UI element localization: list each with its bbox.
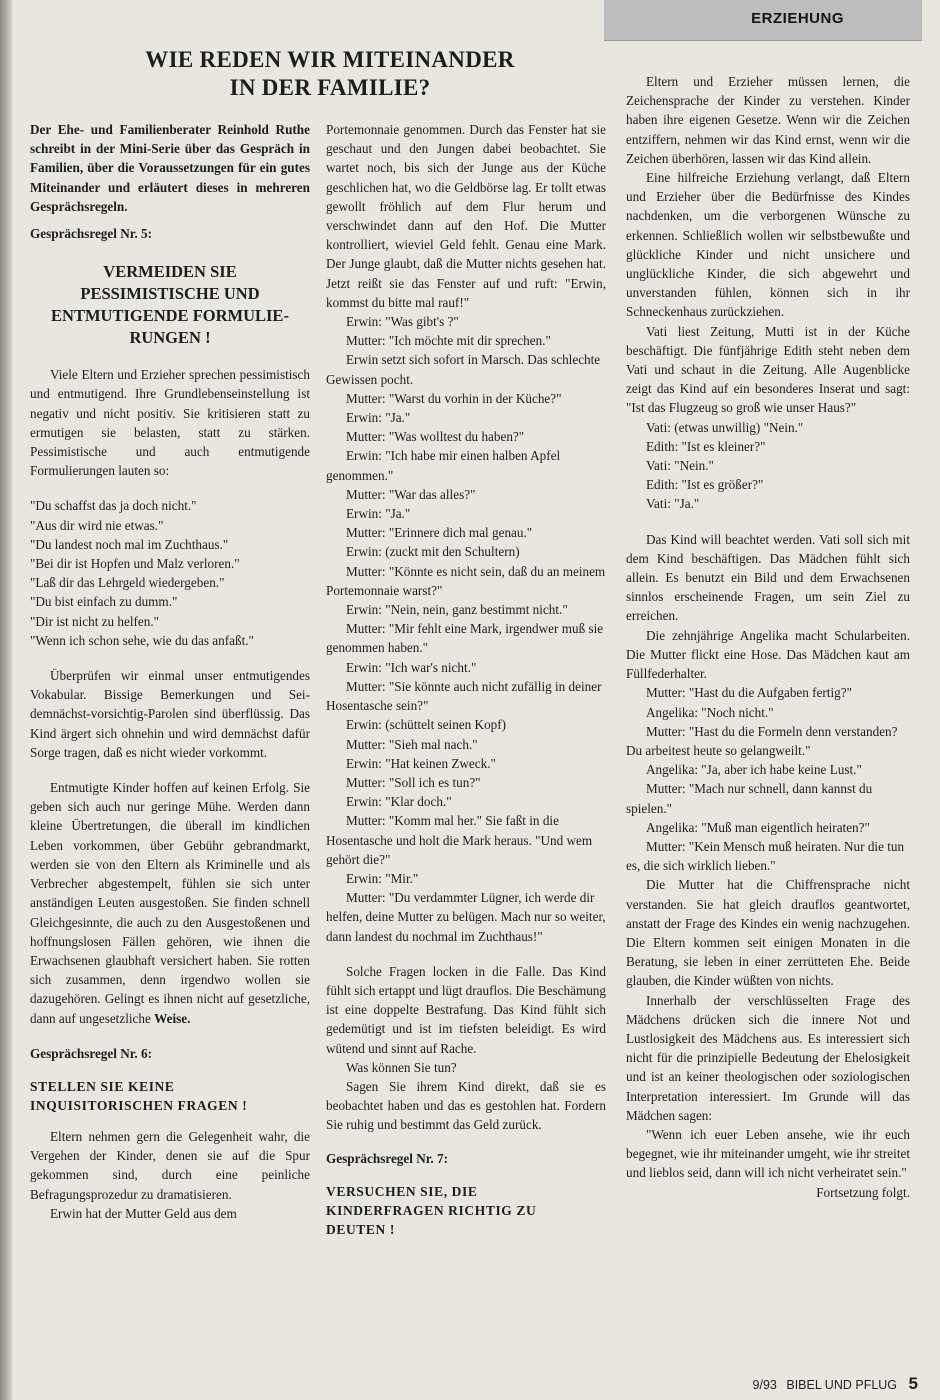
heading-line: ENTMUTIGENDE FORMULIE- — [51, 306, 289, 326]
quote-list — [30, 496, 310, 650]
section-tab — [604, 0, 922, 41]
page-footer — [753, 1374, 918, 1394]
dialog-line: Erwin: (zuckt mit den Schultern) — [346, 544, 520, 560]
paragraph: Portemonnaie genommen. Durch das Fenster hat sie geschaut und den Jungen dabei beobachtet. Sie wartet noch, bis sich der Junge aus der Küche geschlichen hat, wo die Geldbörse lag. Er tollt etwas gewollt fröhlich auf dem Flur herum und verschwindet dann auf den Hof. Die Mutter kontrolliert, wieviel Geld fehlt. Genau eine Mark. Der Junge glaubt, daß die Mutter nichts gesehen hat. Jetzt reißt sie das Fenster auf und ruft: "Erwin, kommst du bitte mal rauf!" — [326, 122, 606, 310]
dialog-line: Erwin: "Ja." — [346, 410, 411, 426]
dialog-line: Mutter: "Sie könnte auch nicht zufällig in deiner Hosentasche sein?" — [326, 678, 602, 714]
article-title — [70, 46, 590, 102]
dialog-line: Mutter: "Soll ich es tun?" — [346, 774, 481, 790]
dialog-line: Mutter: "Hast du die Aufgaben fertig?" — [646, 685, 852, 701]
issue-number: 9/93 — [752, 1378, 777, 1392]
magazine-name: BIBEL UND PFLUG — [786, 1378, 898, 1392]
rule-6-label: Gesprächsregel Nr. 6: — [30, 1045, 152, 1061]
quote-line: "Du landest noch mal im Zuchthaus." — [30, 536, 229, 552]
dialog — [626, 683, 910, 875]
quote-line: "Bei dir ist Hopfen und Malz verloren." — [30, 556, 240, 572]
dialog-line: Erwin: "Ich habe mir einen halben Apfel genommen." — [326, 448, 561, 483]
paragraph: Sagen Sie ihrem Kind direkt, daß sie es beobachtet haben und das es gestohlen hat. Fordern Sie ruhig und bestimmt das Geld zurück. — [326, 1078, 606, 1133]
page-number: 5 — [908, 1374, 918, 1393]
dialog-line: Erwin: "Mir." — [346, 870, 419, 886]
dialog — [626, 418, 910, 514]
paragraph: Eine hilfreiche Erziehung verlangt, daß Eltern und Erzieher über die Bedürfnisse des Kindes nachdenken, um die verborgenen Wünsche zu erkennen. Schließlich wollen wir selbstbewußte und glückliche Kinder und nicht unsichere und unglückliche Kinder, die sich abgewehrt und unverstanden fühlen, können sich in ihr Schneckenhaus zurückziehen. — [626, 170, 910, 320]
dialog-line: Vati: "Nein." — [646, 458, 714, 474]
dialog-line: Mutter: "Ich möchte mit dir sprechen." — [346, 333, 551, 349]
title-line-2: IN DER FAMILIE? — [229, 75, 431, 100]
quote-line: "Du schaffst das ja doch nicht." — [30, 498, 197, 514]
heading-line: STELLEN SIE KEINE — [30, 1078, 175, 1094]
dialog-line: Mutter: "Erinnere dich mal genau." — [346, 525, 533, 541]
column-1 — [30, 120, 310, 1223]
heading-line: INQUISITORISCHEN FRAGEN ! — [30, 1097, 248, 1113]
paragraph: Viele Eltern und Erzieher sprechen pessimistisch und entmutigend. Ihre Grundlebenseinstellung ist negativ und nicht positiv. Sie kritisieren statt zu ermutigen sie belasten, statt zu stärken. Pessimistische und auch entmutigende Formulierungen lauten so: — [30, 367, 310, 479]
dialog-line: Mutter: "Sieh mal nach." — [346, 736, 478, 752]
dialog-line: Mutter: "Kein Mensch muß heiraten. Nur die tun es, die sich wirklich lieben." — [626, 838, 905, 874]
quote-line: "Wenn ich schon sehe, wie du das anfaßt." — [30, 632, 254, 648]
dialog-line: Mutter: "Mach nur schnell, dann kannst du spielen." — [626, 781, 873, 816]
quote-line: "Aus dir wird nie etwas." — [30, 517, 164, 533]
dialog-line: Vati: (etwas unwillig) "Nein." — [646, 419, 804, 435]
paragraph: Was können Sie tun? — [346, 1059, 457, 1075]
quote-line: "Laß dir das Lehrgeld wiedergeben." — [30, 575, 225, 591]
dialog-line: Mutter: "War das alles?" — [346, 486, 476, 502]
dialog-line: Erwin setzt sich sofort in Marsch. Das schlechte Gewissen pocht. — [326, 352, 601, 387]
heading-line: PESSIMISTISCHE UND — [80, 284, 260, 304]
column-3 — [626, 72, 910, 1202]
quote-line: "Du bist einfach zu dumm." — [30, 594, 178, 610]
dialog-line: Mutter: "Was wolltest du haben?" — [346, 429, 525, 445]
paragraph: Das Kind will beachtet werden. Vati soll sich mit dem Kind beschäftigen. Das Mädchen fühlt sich allein. Es benutzt ein Bild und dem Erwachsenen sinnlos erscheinende Fragen, um sein Ziel zu erreichen. — [626, 531, 910, 624]
paragraph: Solche Fragen locken in die Falle. Das Kind fühlt sich ertappt und lügt drauflos. Die Beschämung ist eine doppelte Bestrafung. Das Kind fühlt sich gedemütigt und ist im tiefsten beleidigt. Es wird wütend und sinnt auf Rache. — [326, 963, 606, 1056]
dialog-line: Angelika: "Noch nicht." — [646, 704, 774, 720]
paragraph: Erwin hat der Mutter Geld aus dem — [50, 1205, 237, 1221]
quote-line: "Dir ist nicht zu helfen." — [30, 613, 160, 629]
intro-text: Der Ehe- und Familienberater Reinhold Ruthe schreibt in der Mini-Serie über das Gespräch in Familien, über die Voraussetzungen für ein gutes Miteinander und erläutert dieses in mehreren Gesprächsregeln. — [30, 122, 310, 214]
paragraph-text: Entmutigte Kinder hoffen auf keinen Erfolg. Sie geben sich auch nur geringe Mühe. Werden dann kleine Übertretungen, die überall im kindlichen Leben vorkommen, über Gebühr gebrandmarkt, werden sie von den Eltern als Kriminelle und als Verbrecher abgestempelt, fühlen sie sich unter anständigen Leuten ausgestoßen. Sie finden schnell Gleichgesinnte, die auch zu den Ausgestoßenen und hoffnungslosen Fällen gehören, wie ihnen die Erwachsenen glaubhaft versichert haben. Sie rotten sich zusammen, denn irgendwo wollen sie dazugehören. Gelingt es ihnen nicht auf gesetzliche, dann auf ungesetzliche — [30, 780, 310, 1026]
rule-5-heading — [30, 261, 310, 349]
dialog-line: Mutter: "Warst du vorhin in der Küche?" — [346, 390, 562, 406]
heading-line: RUNGEN ! — [129, 328, 211, 348]
heading-line: VERSUCHEN SIE, DIE — [326, 1183, 478, 1199]
paragraph: Innerhalb der verschlüsselten Frage des Mädchens drücken sich die innere Not und Lustlosigkeit des Mädchens aus. Es interessiert sich nicht für die prinzipielle Bedeutung der Ehelosigkeit und ist an keiner theologischen oder soziologischen Interpretation interessiert. Im Grunde will das Mädchen sagen: — [626, 992, 910, 1123]
rule-6-heading — [30, 1077, 310, 1115]
dialog — [326, 312, 606, 946]
dialog-line: Edith: "Ist es kleiner?" — [646, 438, 766, 454]
paragraph — [30, 778, 310, 1028]
heading-line: KINDERFRAGEN RICHTIG ZU — [326, 1202, 537, 1218]
dialog-line: Mutter: "Komm mal her." Sie faßt in die Hosentasche und holt die Mark heraus. "Und wem gehört die?" — [326, 813, 593, 867]
paragraph: Die zehnjährige Angelika macht Schularbeiten. Die Mutter flickt eine Hose. Das Mädchen kaut am Füllfederhalter. — [626, 627, 910, 682]
continuation-note: Fortsetzung folgt. — [816, 1184, 910, 1200]
column-2 — [326, 120, 606, 1251]
rule-7-heading — [326, 1182, 606, 1239]
heading-line: VERMEIDEN SIE — [103, 262, 237, 282]
paragraph: Eltern und Erzieher müssen lernen, die Zeichensprache der Kinder zu verstehen. Kinder haben ihre eigenen Gesetze. Wenn wir die Zeichen entziffern, nehmen wir das Kind ernst, wenn wir die Zeichen überhören, lassen wir das Kind allein. — [626, 74, 910, 166]
section-label: ERZIEHUNG — [751, 10, 844, 27]
heading-line: DEUTEN ! — [326, 1221, 395, 1237]
dialog-line: Angelika: "Ja, aber ich habe keine Lust." — [646, 762, 862, 778]
bold-word: Weise. — [154, 1010, 191, 1026]
dialog-line: Vati: "Ja." — [646, 496, 700, 512]
dialog-line: Mutter: "Mir fehlt eine Mark, irgendwer muß sie genommen haben." — [326, 621, 604, 656]
page-edge-shadow — [0, 0, 12, 1400]
dialog-line: Erwin: "Ich war's nicht." — [346, 659, 477, 675]
paragraph: Vati liest Zeitung, Mutti ist in der Küche beschäftigt. Die fünfjährige Edith steht neben dem Vati und schaut in die Zeitung. Alle Augenblicke zeigt das Kind auf ein besonderes Inserat und sagt: "Ist das Flugzeug so groß wie unser Haus?" — [626, 323, 910, 416]
dialog-line: Erwin: "Was gibt's ?" — [346, 314, 459, 330]
paragraph: Eltern nehmen gern die Gelegenheit wahr, die Vergehen der Kinder, denen sie auf die Spur gekommen sind, durch eine peinliche Befragungsprozedur zu dramatisieren. — [30, 1128, 310, 1202]
rule-7-label: Gesprächsregel Nr. 7: — [326, 1150, 448, 1166]
dialog-line: Angelika: "Muß man eigentlich heiraten?" — [646, 819, 870, 835]
dialog-line: Mutter: "Du verdammter Lügner, ich werde dir helfen, deine Mutter zu belügen. Mach nur so weiter, dann landest du nochmal im Zuchthaus!" — [326, 890, 606, 944]
dialog-line: Erwin: "Hat keinen Zweck." — [346, 755, 496, 771]
dialog-line: Erwin: "Klar doch." — [346, 794, 452, 810]
dialog-line: Edith: "Ist es größer?" — [646, 477, 764, 493]
rule-5-label: Gesprächsregel Nr. 5: — [30, 226, 152, 242]
dialog-line: Erwin: "Nein, nein, ganz bestimmt nicht." — [346, 602, 568, 618]
dialog-line: Erwin: (schüttelt seinen Kopf) — [346, 717, 507, 733]
dialog-line: Mutter: "Hast du die Formeln denn verstanden? Du arbeitest heute so gelangweilt." — [626, 723, 898, 758]
dialog-line: Erwin: "Ja." — [346, 506, 411, 522]
paragraph: Die Mutter hat die Chiffrensprache nicht verstanden. Sie hat gleich drauflos geantwortet, anstatt der Frage des Kindes ein wenig nachzugehen. Die Eltern kommen seit einigen Monaten in die Beratung, sie leben in einer zerrütteten Ehe. Beide glauben, die Kinder wüßten von nichts. — [626, 877, 910, 989]
paragraph: "Wenn ich euer Leben ansehe, wie ihr euch begegnet, wie ihr miteinander umgeht, wie ihr streitet und lieblos seid, dann will ich nicht verheiratet sein." — [626, 1126, 910, 1181]
dialog-line: Mutter: "Könnte es nicht sein, daß du an meinem Portemonnaie warst?" — [326, 563, 606, 598]
paragraph: Überprüfen wir einmal unser entmutigendes Vokabular. Bissige Bemerkungen und Sei-demnächst-vorsichtig-Parolen sind überflüssig. Das Kind ärgert sich ohnehin und wird demnächst dafür Sorge tragen, daß es nicht wieder vorkommt. — [30, 668, 310, 760]
title-line-1: WIE REDEN WIR MITEINANDER — [145, 47, 515, 72]
